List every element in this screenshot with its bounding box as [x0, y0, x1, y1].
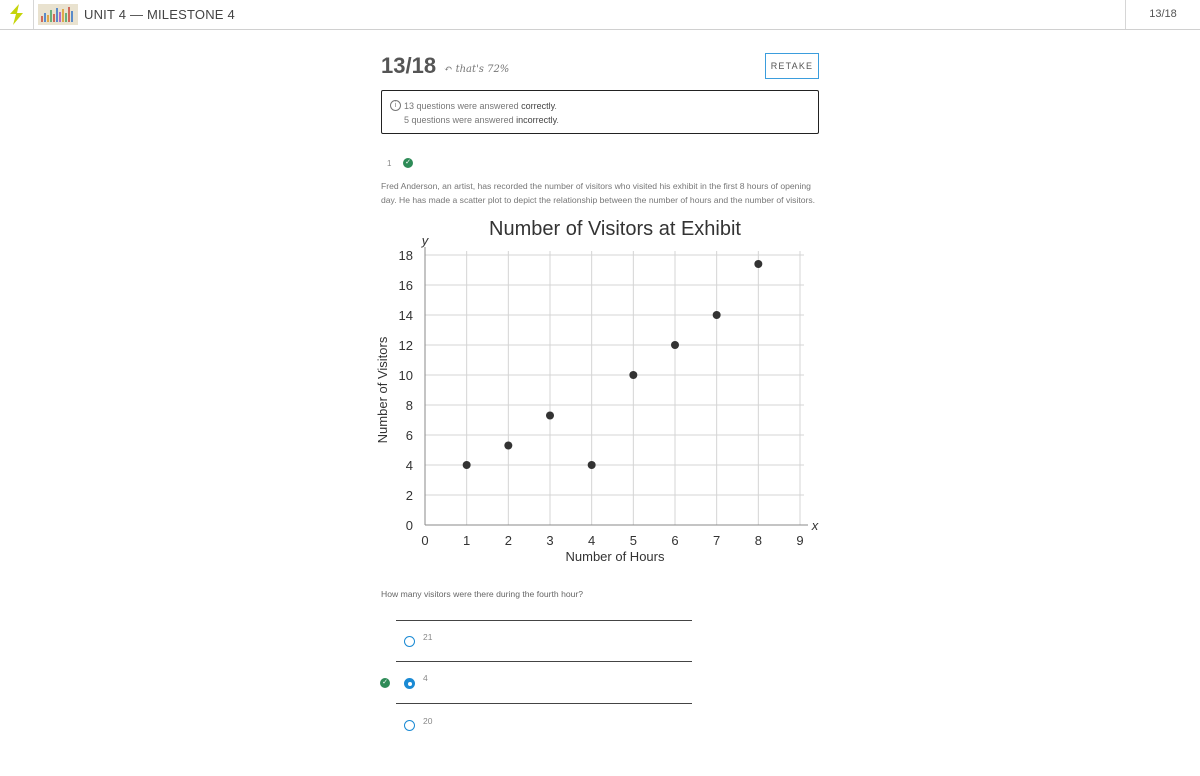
incorrect-summary — [404, 115, 559, 125]
unit-title: UNIT 4 — MILESTONE 4 — [84, 7, 235, 22]
correct-period: . — [554, 101, 557, 111]
y-tick-label: 4 — [405, 458, 413, 473]
option-radio-1[interactable] — [404, 636, 415, 647]
x-axis-label: Number of Hours — [565, 549, 665, 564]
x-tick-label: 1 — [463, 533, 471, 548]
y-tick-label: 14 — [398, 308, 413, 323]
data-point — [754, 260, 762, 268]
arrow-left-icon: ↶ — [444, 64, 453, 75]
x-tick-label: 4 — [588, 533, 596, 548]
x-axis-letter: x — [811, 518, 819, 533]
question-text: Fred Anderson, an artist, has recorded the number of visitors who visited his exhibit in the first 8 hours of opening day. He has made a scatter plot to depict the relationship between the number of hours and the number of visitors. — [381, 181, 816, 205]
y-axis-label: Number of Visitors — [375, 336, 390, 444]
header-score: 13/18 — [1125, 0, 1200, 29]
incorrect-word: incorrectly — [516, 115, 557, 125]
x-tick-label: 7 — [713, 533, 721, 548]
x-tick-label: 3 — [546, 533, 554, 548]
y-tick-label: 10 — [398, 368, 413, 383]
retake-button[interactable]: RETAKE — [765, 53, 819, 79]
y-tick-label: 12 — [398, 338, 413, 353]
correct-count: 13 — [404, 101, 415, 111]
scatter-chart — [370, 212, 830, 572]
data-point — [588, 461, 596, 469]
x-tick-label: 6 — [671, 533, 679, 548]
chart-thumbnail-icon — [38, 4, 78, 25]
option-radio-3[interactable] — [404, 720, 415, 731]
option-divider — [396, 620, 692, 621]
incorrect-count: 5 — [404, 115, 410, 125]
y-tick-label: 6 — [405, 428, 413, 443]
sophia-logo-icon[interactable] — [0, 0, 34, 29]
y-tick-label: 0 — [405, 518, 413, 533]
option-label-2[interactable]: 4 — [423, 673, 428, 683]
data-point — [504, 442, 512, 450]
top-bar — [0, 0, 1200, 30]
incorrect-text: questions were answered — [409, 115, 517, 125]
chart-title: Number of Visitors at Exhibit — [489, 218, 741, 240]
correct-summary — [404, 101, 557, 111]
y-tick-label: 18 — [398, 248, 413, 263]
y-tick-label: 16 — [398, 278, 413, 293]
correct-answer-check-icon: ✓ — [380, 678, 390, 688]
correct-text: questions were answered — [414, 101, 522, 111]
y-tick-label: 2 — [405, 488, 413, 503]
y-tick-label: 8 — [405, 398, 413, 413]
option-radio-2[interactable] — [404, 678, 415, 689]
data-point — [629, 371, 637, 379]
x-tick-label: 8 — [754, 533, 762, 548]
option-label-1[interactable]: 21 — [423, 632, 433, 642]
question-prompt: How many visitors were there during the fourth hour? — [381, 589, 584, 599]
y-axis-letter: y — [421, 233, 429, 248]
x-tick-label: 0 — [421, 533, 429, 548]
option-divider — [396, 703, 692, 704]
percent-note-text: that's 72% — [455, 64, 510, 75]
percent-note — [444, 64, 509, 75]
score-total: 13/18 — [381, 53, 437, 78]
incorrect-period: . — [556, 115, 559, 125]
data-point — [463, 461, 471, 469]
option-label-3[interactable]: 20 — [423, 716, 433, 726]
x-tick-label: 2 — [504, 533, 512, 548]
info-icon: i — [390, 100, 401, 111]
correct-word: correctly — [521, 101, 555, 111]
data-point — [546, 412, 554, 420]
data-point — [671, 341, 679, 349]
x-tick-label: 5 — [629, 533, 637, 548]
question-number: 1 — [387, 159, 392, 168]
x-tick-label: 9 — [796, 533, 804, 548]
data-point — [713, 311, 721, 319]
correct-check-icon: ✓ — [403, 158, 413, 168]
option-divider — [396, 661, 692, 662]
results-info-box — [381, 90, 819, 134]
